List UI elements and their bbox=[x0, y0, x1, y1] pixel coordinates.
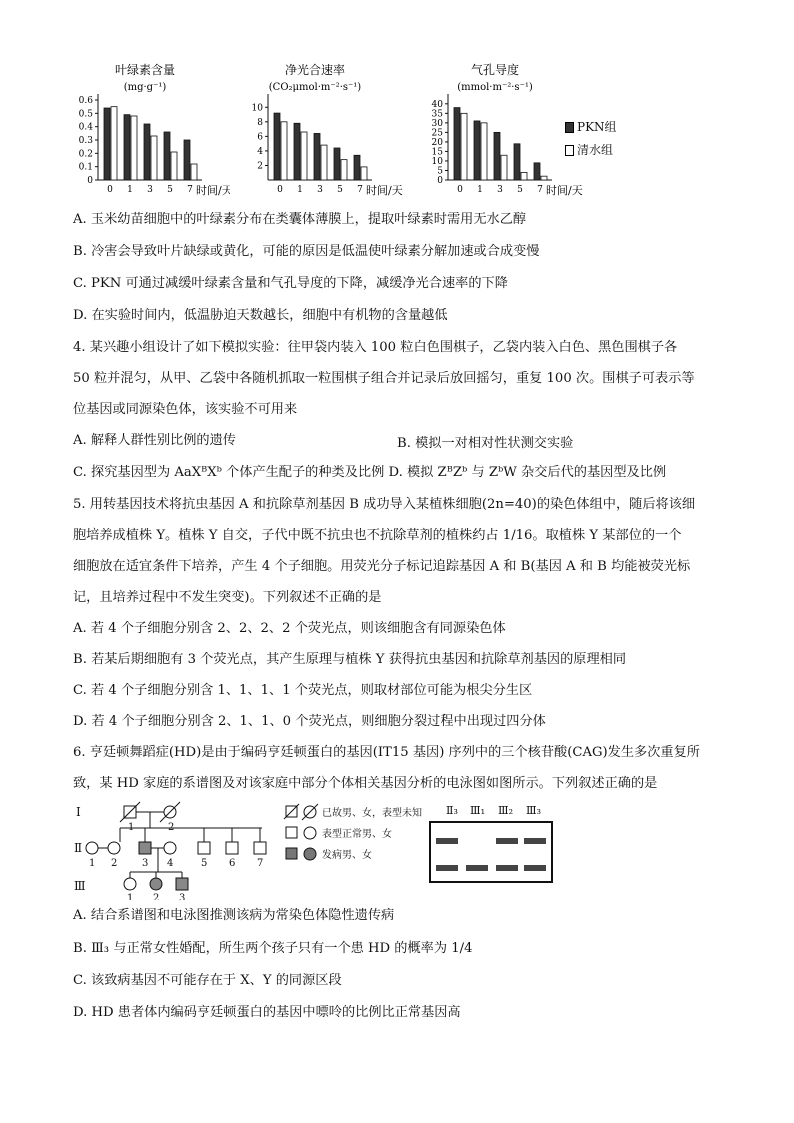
y-tick-label: 10 bbox=[251, 103, 263, 114]
pedigree-II1-number: 1 bbox=[89, 858, 96, 869]
bar-pkn bbox=[534, 163, 540, 180]
pedigree-III2-number: 2 bbox=[153, 893, 160, 900]
y-tick-label: 15 bbox=[431, 147, 443, 158]
x-tick-label: 0 bbox=[457, 185, 463, 195]
gen-label-3: Ⅲ bbox=[74, 879, 86, 893]
pedigree-I2-number: 2 bbox=[168, 822, 175, 833]
y-tick-label: 0 bbox=[87, 176, 93, 186]
legend-dead-text: 已故男、女，表型未知 bbox=[322, 808, 422, 819]
q6-stem-1: 6. 亨廷顿舞蹈症(HD)是由于编码亨廷顿蛋白的基因(IT15 基因) 序列中的三个核苷酸(CAG)发生多次重复所 bbox=[73, 745, 700, 760]
x-tick-label: 0 bbox=[107, 185, 113, 195]
bar-pkn bbox=[314, 133, 320, 180]
electrophoresis-gel bbox=[430, 804, 552, 882]
q4-option-b: B. 模拟一对相对性状测交实验 bbox=[397, 436, 574, 451]
pedigree-II4-female bbox=[164, 842, 176, 854]
q4-option-c-d: C. 探究基因型为 AaXᴮXᵇ 个体产生配子的种类及比例 D. 模拟 ZᴮZᵇ 与 ZᵇW 杂交后代的基因型及比例 bbox=[73, 465, 667, 480]
y-tick-label: 5 bbox=[437, 166, 443, 177]
x-tick-label: 5 bbox=[337, 185, 343, 195]
bar-pkn bbox=[144, 124, 150, 180]
y-tick-label: 20 bbox=[431, 137, 443, 148]
x-tick-label: 1 bbox=[127, 185, 133, 195]
y-tick-label: 0.4 bbox=[78, 122, 93, 133]
legend-normal-text: 表型正常男、女 bbox=[322, 829, 392, 840]
y-tick-label: 0 bbox=[437, 176, 443, 186]
x-axis-label: 时间/天 bbox=[366, 184, 403, 197]
q4-stem-2: 50 粒并混匀，从甲、乙袋中各随机抓取一粒围棋子组合并记录后放回摇匀，重复 100 次。围棋子可表示等 bbox=[73, 371, 695, 386]
chart-title: 叶绿素含量 bbox=[114, 63, 176, 77]
gel-band-II3-upper bbox=[436, 838, 458, 844]
bar-water bbox=[281, 122, 287, 180]
y-tick-label: 0.2 bbox=[78, 149, 93, 160]
x-tick-label: 7 bbox=[357, 185, 363, 195]
q6-stem-2: 致，某 HD 家庭的系谱图及对该家庭中部分个体相关基因分析的电泳图如图所示。下列叙述正确的是 bbox=[73, 776, 658, 791]
x-tick-label: 0 bbox=[277, 185, 283, 195]
chart-photosynthesis-svg bbox=[240, 60, 415, 200]
bar-water bbox=[321, 145, 327, 180]
legend-pkn-swatch bbox=[565, 122, 574, 133]
x-tick-label: 7 bbox=[187, 185, 193, 195]
x-tick-label: 7 bbox=[537, 185, 543, 195]
x-tick-label: 1 bbox=[297, 185, 303, 195]
q5-option-a: A. 若 4 个子细胞分别含 2、2、2、2 个荧光点，则该细胞含有同源染色体 bbox=[73, 621, 506, 636]
gel-band-II3-lower bbox=[436, 865, 458, 871]
gel-band-III3-lower bbox=[524, 865, 546, 871]
pedigree-II2-number: 2 bbox=[111, 858, 118, 869]
bar-water bbox=[111, 107, 117, 180]
bar-pkn bbox=[104, 108, 110, 180]
chart-unit: (mg·g⁻¹) bbox=[123, 82, 167, 93]
q6-option-c: C. 该致病基因不可能存在于 X、Y 的同源区段 bbox=[73, 973, 342, 988]
bar-pkn bbox=[274, 113, 280, 180]
bar-water bbox=[521, 172, 527, 180]
pedigree-II2-female bbox=[108, 842, 120, 854]
gel-band-III2-upper bbox=[496, 838, 518, 844]
bar-pkn bbox=[454, 108, 460, 180]
gel-frame bbox=[430, 822, 552, 882]
chart-title: 净光合速率 bbox=[284, 63, 346, 77]
pedigree-II1-female bbox=[86, 842, 98, 854]
chart-chlorophyll bbox=[70, 60, 230, 204]
y-tick-label: 0.5 bbox=[78, 109, 93, 120]
gel-band-III2-lower bbox=[496, 865, 518, 871]
x-tick-label: 3 bbox=[497, 185, 503, 195]
gel-band-III1-lower bbox=[466, 865, 488, 871]
y-tick-label: 0.6 bbox=[78, 96, 93, 106]
x-tick-label: 3 bbox=[147, 185, 153, 195]
bar-pkn bbox=[334, 148, 340, 180]
pedigree-I1-number: 1 bbox=[128, 822, 135, 833]
pedigree-II6-number: 6 bbox=[229, 858, 236, 869]
bar-pkn bbox=[184, 140, 190, 180]
x-tick-label: 5 bbox=[517, 185, 523, 195]
gen-label-2: Ⅱ bbox=[74, 841, 83, 855]
pedigree-II4-number: 4 bbox=[167, 858, 174, 869]
pedigree-II5-male bbox=[198, 842, 210, 854]
bar-pkn bbox=[124, 115, 130, 180]
q5-option-c: C. 若 4 个子细胞分别含 1、1、1、1 个荧光点，则取材部位可能为根尖分生区 bbox=[73, 683, 533, 698]
legend-normal-female-icon bbox=[304, 827, 316, 839]
x-axis-label: 时间/天 bbox=[196, 184, 230, 197]
bar-pkn bbox=[474, 121, 480, 180]
legend-pkn-label: PKN组 bbox=[577, 120, 617, 134]
bar-water bbox=[501, 155, 507, 180]
y-tick-label: 25 bbox=[431, 128, 443, 139]
x-axis-label: 时间/天 bbox=[546, 184, 583, 197]
bar-water bbox=[191, 164, 197, 180]
bar-pkn bbox=[294, 123, 300, 180]
legend-water-swatch bbox=[565, 145, 574, 156]
bar-water bbox=[481, 123, 487, 180]
y-tick-label: 2 bbox=[257, 161, 263, 172]
q5-stem-4: 记，且培养过程中不发生突变)。下列叙述不正确的是 bbox=[73, 590, 382, 605]
chart-unit: (CO₂μmol·m⁻²·s⁻¹) bbox=[268, 82, 362, 93]
pedigree-III1-number: 1 bbox=[127, 893, 134, 900]
bar-water bbox=[361, 167, 367, 180]
q3-option-a: A. 玉米幼苗细胞中的叶绿素分布在类囊体薄膜上，提取叶绿素时需用无水乙醇 bbox=[73, 212, 527, 227]
x-tick-label: 1 bbox=[477, 185, 483, 195]
q3-option-d: D. 在实验时间内，低温胁迫天数越长，细胞中有机物的含量越低 bbox=[73, 308, 448, 323]
y-tick-label: 30 bbox=[431, 118, 443, 129]
q5-stem-1: 5. 用转基因技术将抗虫基因 A 和抗除草剂基因 B 成功导入某植株细胞(2n=40)的染色体组中，随后将该细 bbox=[73, 497, 696, 512]
q3-option-c: C. PKN 可通过减缓叶绿素含量和气孔导度的下降，减缓净光合速率的下降 bbox=[73, 276, 508, 291]
legend-affected-text: 发病男、女 bbox=[322, 850, 372, 861]
bar-water bbox=[151, 136, 157, 180]
chart-title: 气孔导度 bbox=[470, 63, 520, 77]
bar-water bbox=[131, 116, 137, 180]
y-tick-label: 8 bbox=[257, 117, 263, 128]
pedigree-II7-number: 7 bbox=[257, 858, 264, 869]
chart-unit: (mmol·m⁻²·s⁻¹) bbox=[457, 82, 533, 93]
q3-option-b: B. 冷害会导致叶片缺绿或黄化，可能的原因是低温使叶绿素分解加速或合成变慢 bbox=[73, 244, 540, 259]
gel-label-III2: Ⅲ₂ bbox=[498, 804, 514, 817]
bar-water bbox=[461, 113, 467, 180]
pedigree-III1-female bbox=[124, 878, 136, 890]
pedigree-III3-number: 3 bbox=[179, 893, 186, 900]
chart-photosynthesis bbox=[240, 60, 415, 204]
q4-stem-3: 位基因或同源染色体，该实验不可用来 bbox=[73, 402, 298, 417]
pedigree-II3-number: 3 bbox=[142, 858, 149, 869]
pedigree-II5-number: 5 bbox=[201, 858, 208, 869]
y-tick-label: 0.3 bbox=[78, 136, 93, 146]
q5-option-d: D. 若 4 个子细胞分别含 2、1、1、0 个荧光点，则细胞分裂过程中出现过四分体 bbox=[73, 714, 546, 729]
pedigree-II3-male-affected bbox=[139, 842, 151, 854]
y-tick-label: 35 bbox=[431, 109, 443, 120]
pedigree-III2-female-affected bbox=[150, 878, 162, 890]
gen-label-1: Ⅰ bbox=[76, 805, 81, 819]
q6-option-b: B. Ⅲ₃ 与正常女性婚配，所生两个孩子只有一个患 HD 的概率为 1/4 bbox=[73, 941, 473, 956]
q6-option-a: A. 结合系谱图和电泳图推测该病为常染色体隐性遗传病 bbox=[73, 908, 395, 923]
bar-pkn bbox=[494, 132, 500, 180]
legend-affected-male-icon bbox=[286, 848, 297, 859]
q5-stem-3: 细胞放在适宜条件下培养，产生 4 个子细胞。用荧光分子标记追踪基因 A 和 B(基因 A 和 B 均能被荧光标 bbox=[73, 559, 691, 574]
x-tick-label: 5 bbox=[167, 185, 173, 195]
chart-chlorophyll-svg bbox=[70, 60, 230, 200]
bar-water bbox=[541, 176, 547, 180]
bar-water bbox=[171, 152, 177, 180]
q4-option-a: A. 解释人群性别比例的遗传 bbox=[73, 433, 236, 448]
pedigree-figure bbox=[70, 800, 570, 900]
legend-normal-male-icon bbox=[286, 827, 297, 838]
q6-option-d: D. HD 患者体内编码亨廷顿蛋白的基因中嘌呤的比例比正常基因高 bbox=[73, 1005, 461, 1020]
chart-legend bbox=[565, 118, 617, 158]
legend-affected-female-icon bbox=[304, 848, 316, 860]
x-tick-label: 3 bbox=[317, 185, 323, 195]
gel-label-III3: Ⅲ₃ bbox=[526, 804, 542, 817]
legend-pkn bbox=[565, 118, 617, 135]
q5-option-b: B. 若某后期细胞有 3 个荧光点，其产生原理与植株 Y 获得抗虫基因和抗除草剂基因的原理相同 bbox=[73, 652, 627, 667]
y-tick-label: 6 bbox=[257, 132, 263, 143]
legend-water bbox=[565, 141, 617, 158]
legend-water-label: 清水组 bbox=[577, 143, 614, 157]
pedigree-II7-male bbox=[254, 842, 266, 854]
bar-pkn bbox=[354, 155, 360, 180]
bar-water bbox=[341, 160, 347, 180]
y-tick-label: 4 bbox=[257, 146, 263, 157]
pedigree-III3-male-affected bbox=[176, 878, 188, 890]
bar-pkn bbox=[164, 132, 170, 180]
y-tick-label: 10 bbox=[431, 156, 443, 167]
gel-label-II3: Ⅱ₃ bbox=[446, 804, 458, 817]
y-tick-label: 40 bbox=[431, 99, 443, 110]
q5-stem-2: 胞培养成植株 Y。植株 Y 自交，子代中既不抗虫也不抗除草剂的植株约占 1/16。取植株 Y 某部位的一个 bbox=[73, 528, 682, 543]
bar-pkn bbox=[514, 144, 520, 180]
pedigree-II6-male bbox=[226, 842, 238, 854]
bar-water bbox=[301, 132, 307, 180]
y-tick-label: 0.1 bbox=[78, 162, 93, 173]
gel-band-III3-upper bbox=[524, 838, 546, 844]
gel-label-III1: Ⅲ₁ bbox=[470, 804, 486, 817]
q4-stem-1: 4. 某兴趣小组设计了如下模拟实验：往甲袋内装入 100 粒白色围棋子，乙袋内装入白色、黑色围棋子各 bbox=[73, 340, 678, 355]
